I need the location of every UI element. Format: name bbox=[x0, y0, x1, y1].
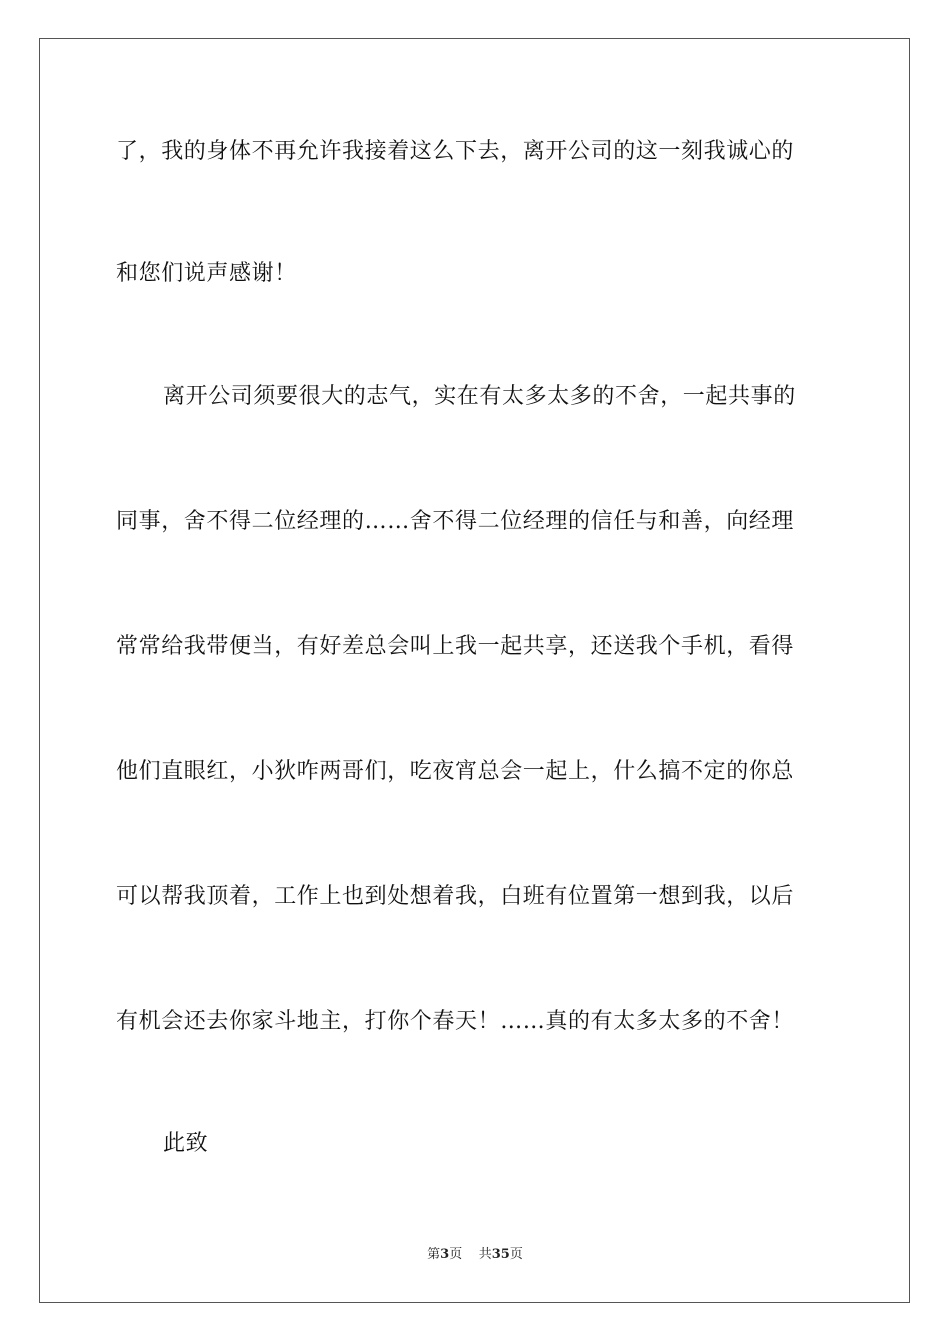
text-line: 离开公司须要很大的志气，实在有太多太多的不舍，一起共事的 bbox=[163, 384, 796, 409]
page-border bbox=[39, 38, 910, 1303]
text-line: 常常给我带便当，有好差总会叫上我一起共享，还送我个手机，看得 bbox=[116, 634, 795, 659]
text-line: 和您们说声感谢！ bbox=[116, 261, 297, 286]
page-total: 35 bbox=[491, 1247, 510, 1262]
page-footer bbox=[0, 1246, 950, 1264]
text-line: 了，我的身体不再允许我接着这么下去，离开公司的这一刻我诚心的 bbox=[116, 139, 795, 164]
page-prefix: 第 bbox=[427, 1247, 441, 1262]
text-line: 他们直眼红，小狄咋两哥们，吃夜宵总会一起上，什么搞不定的你总 bbox=[116, 759, 795, 784]
text-line: 同事，舍不得二位经理的……舍不得二位经理的信任与和善，向经理 bbox=[116, 509, 795, 534]
closing-line: 此致 bbox=[163, 1131, 209, 1156]
total-prefix: 共 bbox=[478, 1247, 492, 1262]
total-unit: 页 bbox=[509, 1247, 523, 1262]
text-line: 可以帮我顶着，工作上也到处想着我，白班有位置第一想到我，以后 bbox=[116, 884, 795, 909]
page-unit: 页 bbox=[449, 1247, 463, 1262]
page-current: 3 bbox=[440, 1247, 450, 1262]
text-line: 有机会还去你家斗地主，打你个春天！……真的有太多太多的不舍！ bbox=[116, 1009, 795, 1034]
